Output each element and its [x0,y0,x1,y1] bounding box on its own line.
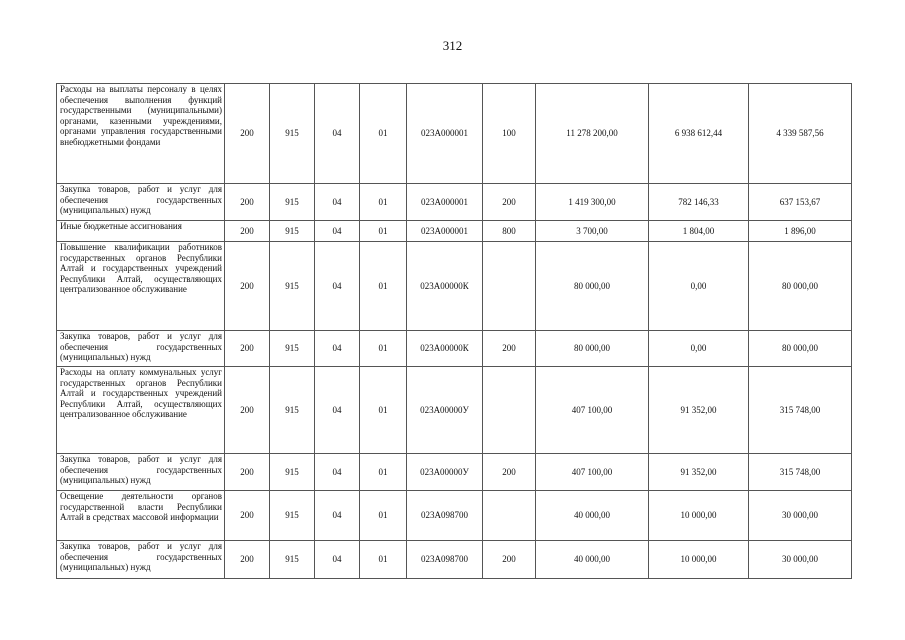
amount-cell: 637 153,67 [749,184,852,221]
code-cell: 915 [270,242,315,331]
code-cell: 04 [315,84,360,184]
code-cell: 915 [270,221,315,242]
code-cell: 04 [315,184,360,221]
code-cell: 200 [483,541,536,579]
code-cell: 04 [315,331,360,367]
amount-cell: 10 000,00 [649,491,749,541]
code-cell: 100 [483,84,536,184]
table-row [57,221,852,242]
table-row [57,454,852,491]
code-cell: 023А00000У [407,367,483,454]
amount-cell: 80 000,00 [536,242,649,331]
description-cell: Иные бюджетные ассигнования [57,221,225,242]
amount-cell: 6 938 612,44 [649,84,749,184]
code-cell: 01 [360,491,407,541]
amount-cell: 91 352,00 [649,454,749,491]
code-cell: 01 [360,242,407,331]
code-cell: 01 [360,221,407,242]
budget-table [56,83,852,579]
code-cell: 200 [483,184,536,221]
amount-cell: 11 278 200,00 [536,84,649,184]
code-cell: 023А098700 [407,541,483,579]
description-cell: Расходы на оплату коммунальных услуг государственных органов Республики Алтай и государственных учреждений Республики Алтай, осуществляющих централизованное обслуживание [57,367,225,454]
amount-cell: 80 000,00 [749,331,852,367]
code-cell: 023А00000К [407,331,483,367]
description-cell: Повышение квалификации работников государственных органов Республики Алтай и государственных учреждений Республики Алтай, осуществляющих централизованное обслуживание [57,242,225,331]
amount-cell: 315 748,00 [749,454,852,491]
description-cell: Закупка товаров, работ и услуг для обеспечения государственных (муниципальных) нужд [57,331,225,367]
code-cell: 200 [225,242,270,331]
amount-cell: 1 419 300,00 [536,184,649,221]
code-cell: 915 [270,541,315,579]
description-cell: Закупка товаров, работ и услуг для обеспечения государственных (муниципальных) нужд [57,541,225,579]
code-cell: 200 [225,541,270,579]
code-cell: 200 [225,84,270,184]
amount-cell: 1 896,00 [749,221,852,242]
code-cell: 01 [360,541,407,579]
amount-cell: 80 000,00 [536,331,649,367]
code-cell: 023А000001 [407,221,483,242]
code-cell: 915 [270,367,315,454]
code-cell: 023А00000У [407,454,483,491]
description-cell: Закупка товаров, работ и услуг для обеспечения государственных (муниципальных) нужд [57,184,225,221]
code-cell: 04 [315,367,360,454]
amount-cell: 315 748,00 [749,367,852,454]
code-cell: 200 [225,331,270,367]
code-cell: 915 [270,454,315,491]
code-cell: 200 [225,454,270,491]
amount-cell: 3 700,00 [536,221,649,242]
amount-cell: 4 339 587,56 [749,84,852,184]
code-cell: 023А098700 [407,491,483,541]
table-row [57,331,852,367]
code-cell: 200 [225,367,270,454]
amount-cell: 1 804,00 [649,221,749,242]
description-cell: Закупка товаров, работ и услуг для обеспечения государственных (муниципальных) нужд [57,454,225,491]
code-cell: 04 [315,491,360,541]
code-cell: 01 [360,454,407,491]
amount-cell: 0,00 [649,242,749,331]
code-cell: 04 [315,242,360,331]
table-row [57,242,852,331]
amount-cell: 0,00 [649,331,749,367]
code-cell: 800 [483,221,536,242]
code-cell: 915 [270,184,315,221]
code-cell: 200 [225,184,270,221]
amount-cell: 407 100,00 [536,367,649,454]
code-cell: 01 [360,331,407,367]
code-cell: 200 [483,454,536,491]
code-cell: 01 [360,367,407,454]
table-row [57,84,852,184]
description-cell: Освещение деятельности органов государственной власти Республики Алтай в средствах массовой информации [57,491,225,541]
amount-cell: 10 000,00 [649,541,749,579]
amount-cell: 40 000,00 [536,541,649,579]
code-cell: 200 [225,491,270,541]
amount-cell: 30 000,00 [749,541,852,579]
code-cell: 915 [270,84,315,184]
code-cell: 01 [360,84,407,184]
code-cell: 023А00000К [407,242,483,331]
code-cell [483,242,536,331]
code-cell: 915 [270,491,315,541]
amount-cell: 407 100,00 [536,454,649,491]
code-cell: 915 [270,331,315,367]
code-cell: 04 [315,541,360,579]
code-cell: 023А000001 [407,184,483,221]
amount-cell: 40 000,00 [536,491,649,541]
table-row [57,184,852,221]
code-cell: 200 [225,221,270,242]
amount-cell: 782 146,33 [649,184,749,221]
code-cell: 023А000001 [407,84,483,184]
table-row [57,491,852,541]
table-row [57,367,852,454]
code-cell: 200 [483,331,536,367]
page-number: 312 [442,38,463,53]
amount-cell: 91 352,00 [649,367,749,454]
description-cell: Расходы на выплаты персоналу в целях обеспечения выполнения функций государственными (муниципальными) органами, казенными учреждениями, органами управления государственными внебюджетными фондами [57,84,225,184]
code-cell [483,491,536,541]
table-row [57,541,852,579]
code-cell: 01 [360,184,407,221]
code-cell: 04 [315,454,360,491]
code-cell [483,367,536,454]
amount-cell: 30 000,00 [749,491,852,541]
amount-cell: 80 000,00 [749,242,852,331]
code-cell: 04 [315,221,360,242]
